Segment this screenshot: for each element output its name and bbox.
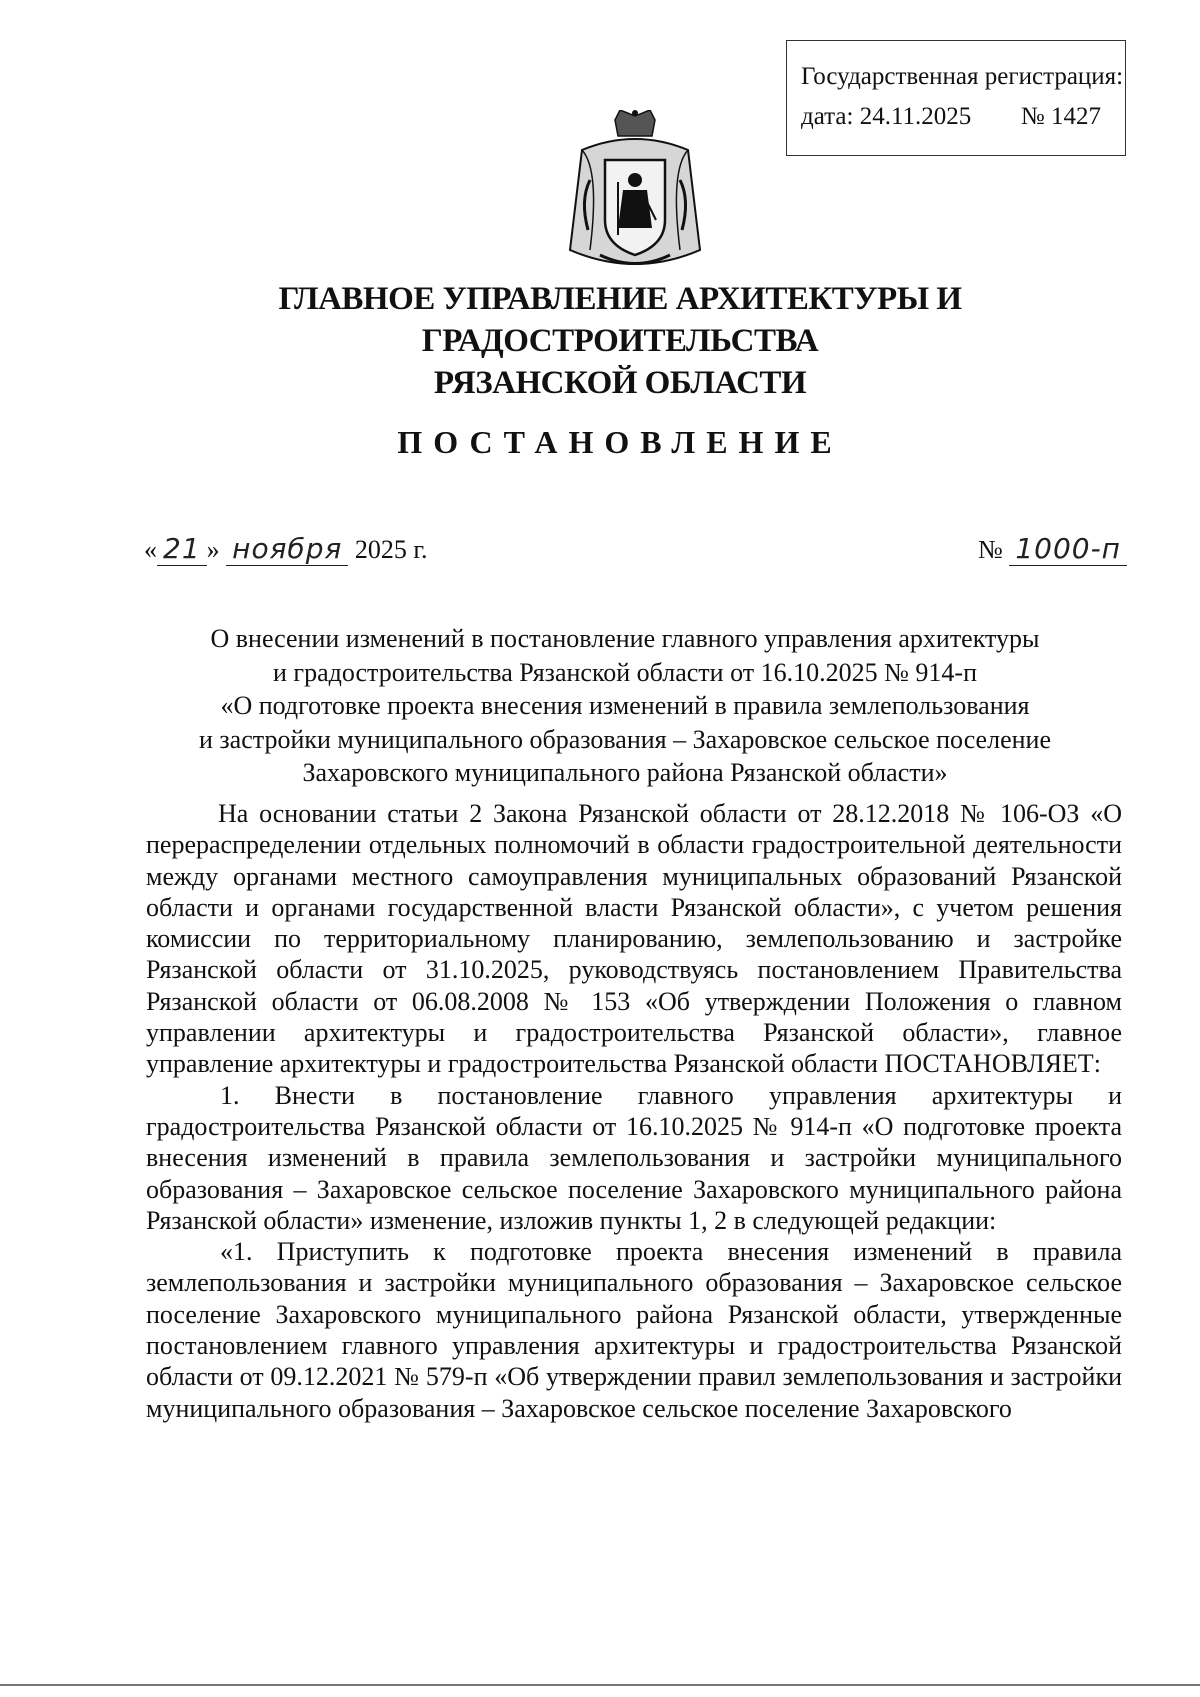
scan-bottom-edge bbox=[0, 1684, 1200, 1686]
date-month-handwritten: ноября bbox=[226, 532, 348, 566]
registration-title: Государственная регистрация: bbox=[801, 63, 1124, 90]
document-type-title: ПОСТАНОВЛЕНИЕ bbox=[397, 424, 843, 460]
document-number bbox=[978, 532, 1127, 566]
registration-number: № 1427 bbox=[1020, 103, 1101, 130]
item-1-paragraph: 1. Внести в постановление главного управления архитектуры и градостроительства Рязанской области от 16.10.2025 № 914-п «О подготовке проекта внесения изменений в правила землепользования и застройки муниципального образования – Захаровское сельское поселение Захаровского муниципального района Рязанской области» изменение, изложив пункты 1, 2 в следующей редакции: bbox=[146, 1080, 1122, 1235]
quoted-item-1-paragraph: «1. Приступить к подготовке проекта внесения изменений в правила землепользования и застройки муниципального образования – Захаровское сельское поселение Захаровского муниципального района Рязанской области, утвержденные постановлением главного управления архитектуры и градостроительства Рязанской области от 09.12.2021 № 579-п «Об утверждении правил землепользования и застройки муниципального образования – Захаровское сельское поселение Захаровского bbox=[146, 1237, 1122, 1423]
document-date bbox=[144, 532, 428, 566]
registration-stamp bbox=[786, 40, 1126, 156]
registration-row bbox=[801, 97, 1125, 137]
registration-date: дата: 24.11.2025 bbox=[801, 103, 972, 130]
coat-of-arms-icon bbox=[560, 110, 710, 275]
subject-line: и застройки муниципального образования – Захаровское сельское поселение bbox=[199, 724, 1051, 754]
number-sign: № bbox=[978, 535, 1003, 564]
organization-line-2: РЯЗАНСКОЙ ОБЛАСТИ bbox=[433, 365, 807, 401]
organization-name bbox=[120, 278, 1120, 404]
subject-line: «О подготовке проекта внесения изменений в правила землепользования bbox=[220, 691, 1030, 720]
date-year: 2025 г. bbox=[354, 535, 428, 564]
number-handwritten: 1000-п bbox=[1009, 532, 1127, 566]
document-subject bbox=[130, 622, 1120, 790]
date-day-handwritten: 21 bbox=[157, 532, 207, 566]
subject-line: и градостроительства Рязанской области от 16.10.2025 № 914-п bbox=[273, 657, 977, 687]
document-body bbox=[146, 798, 1122, 1424]
subject-line: Захаровского муниципального района Рязанской области» bbox=[302, 758, 948, 787]
date-open-quote: « bbox=[144, 535, 157, 564]
preamble-paragraph: На основании статьи 2 Закона Рязанской области от 28.12.2018 № 106-ОЗ «О перераспределении отдельных полномочий в области градостроительной деятельности между органами местного самоуправления муниципальных образований Рязанской области и органами государственной власти Рязанской области», с учетом решения комиссии по территориальному планированию, землепользованию и застройке Рязанской области от 31.10.2025, руководствуясь постановлением Правительства Рязанской области от 06.08.2008 № 153 «Об утверждении Положения о главном управлении архитектуры и градостроительства Рязанской области», главное управление архитектуры и градостроительства Рязанской области ПОСТАНОВЛЯЕТ: bbox=[146, 799, 1122, 1079]
date-close-quote: » bbox=[206, 535, 220, 564]
subject-line: О внесении изменений в постановление главного управления архитектуры bbox=[210, 624, 1040, 653]
organization-line-1: ГЛАВНОЕ УПРАВЛЕНИЕ АРХИТЕКТУРЫ И ГРАДОСТРОИТЕЛЬСТВА bbox=[278, 281, 962, 359]
